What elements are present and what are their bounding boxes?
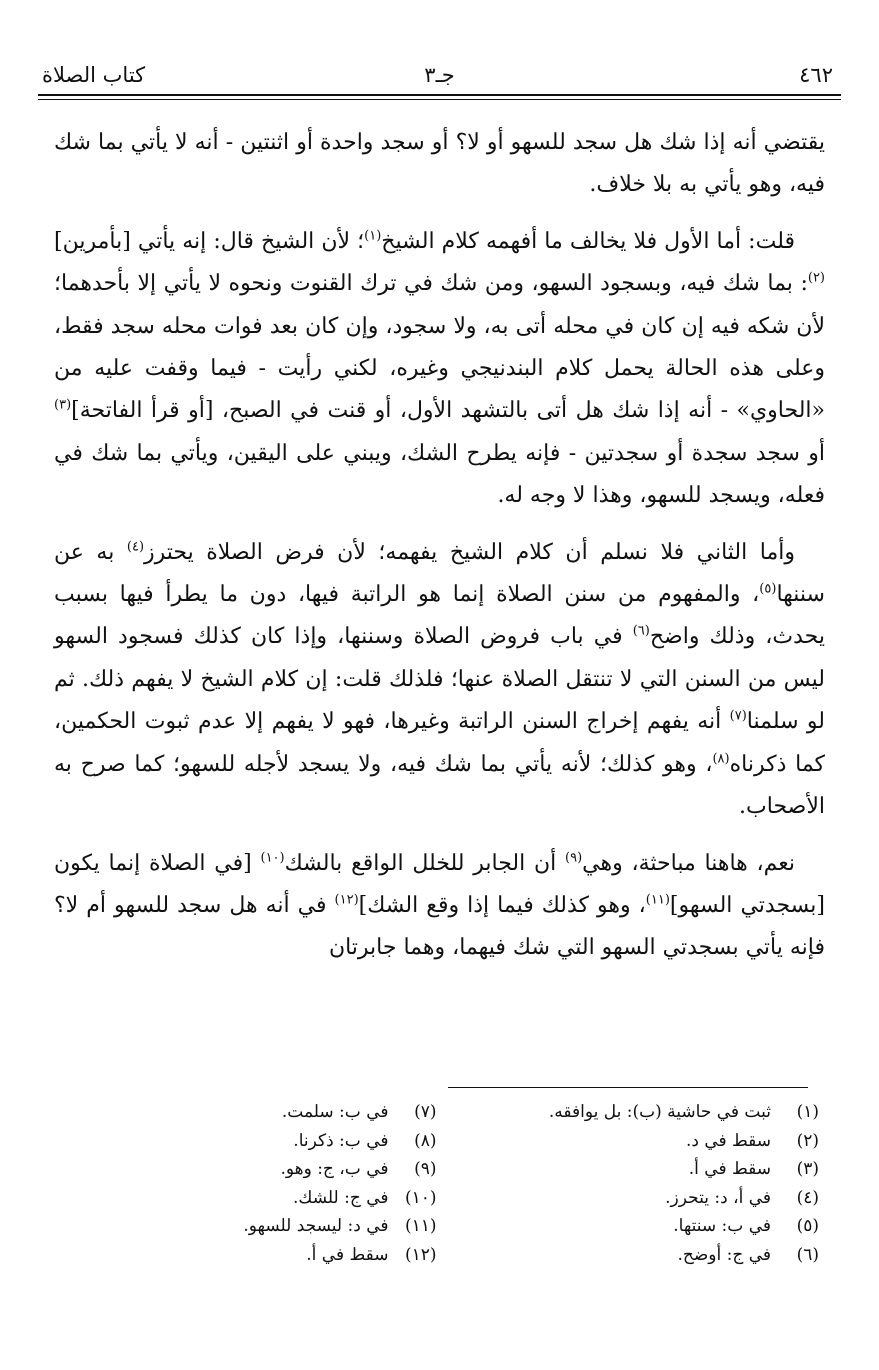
footnote-number: (٧) — [414, 1102, 437, 1122]
footnote-text: في ج: للشك. — [292, 1187, 389, 1208]
footnote-number: (١١) — [404, 1216, 437, 1236]
text-segment: يقتضي أنه إذا شك هل سجد للسهو أو لا؟ أو سجد واحدة أو اثنتين - أنه لا يأتي بما شك فيه، وهو يأتي به بلا خلاف. — [54, 130, 825, 198]
footnote-ref: (٦) — [632, 624, 650, 640]
footnote-item — [437, 1212, 820, 1241]
footnote-ref: (١١) — [645, 892, 670, 908]
footnote-ref: (٧) — [729, 708, 747, 724]
text-segment: به عن سننها — [54, 539, 825, 608]
footnote-item — [54, 1241, 437, 1270]
paragraph — [54, 532, 825, 829]
footnote-number: (٦) — [796, 1244, 819, 1265]
footnote-number: (٩) — [414, 1159, 437, 1179]
footnote-ref: (٤) — [126, 539, 145, 555]
footnote-text: في أ، د: يتحرز. — [665, 1187, 771, 1208]
text-segment: [في الصلاة إنما يكون [بسجدتي السهو] — [54, 850, 825, 918]
footnote-text: سقط في د. — [685, 1130, 771, 1151]
footnote-item — [437, 1184, 820, 1213]
text-segment: في باب فروض الصلاة وسننها، وإذا كان كذلك فسجود السهو ليس من السنن التي لا تنتقل الصلاة عنها؛ فلذلك قلت: إن كلام الشيخ لا يفهم ذلك. ثم لو سلمنا — [54, 624, 826, 735]
header-rule-thick — [38, 94, 841, 96]
footnote-ref: (٢) — [807, 270, 825, 286]
page-number: ٤٦٢ — [799, 63, 833, 87]
footnote-number: (١٠) — [404, 1187, 437, 1208]
footnote-item — [54, 1155, 437, 1184]
footnote-item — [437, 1098, 820, 1127]
footnote-item — [54, 1212, 437, 1241]
footnote-text: في ج: أوضح. — [677, 1244, 771, 1265]
footnote-ref: (١٢) — [334, 892, 359, 908]
footnote-ref: (٩) — [565, 850, 583, 866]
text-segment: ، وهو كذلك؛ لأنه يأتي بما شك فيه، ولا يسجد لأجله للسهو؛ كما صرح به الأصحاب. — [54, 751, 825, 820]
footnote-text: في د: ليسجد للسهو. — [243, 1216, 389, 1236]
paragraph — [54, 221, 825, 518]
footnote-ref: (١) — [364, 228, 382, 244]
footnote-text: في ب: سلمت. — [281, 1102, 389, 1122]
text-segment: ، وهو كذلك فيما إذا وقع الشك] — [358, 892, 646, 918]
footnote-number: (٤) — [796, 1187, 819, 1208]
text-segment: ، والمفهوم من سنن الصلاة إنما هو الراتبة فيها، دون ما يطرأ فيها بسبب يحدث، وذلك واضح — [54, 582, 825, 650]
footnote-ref: (٨) — [712, 751, 730, 767]
footnote-item — [54, 1184, 437, 1213]
footnote-text: في ب: ذكرنا. — [293, 1130, 389, 1151]
footnote-number: (١٢) — [404, 1244, 437, 1265]
footnote-text: ثبت في حاشية (ب): بل يوافقه. — [548, 1102, 771, 1122]
footnote-item — [437, 1241, 820, 1270]
text-segment: نعم، هاهنا مباحثة، وهي — [582, 850, 795, 876]
book-title: كتاب الصلاة — [42, 63, 146, 87]
text-segment: في أنه هل سجد للسهو أم لا؟ فإنه يأتي بسجدتي السهو التي شك فيهما، وهما جابرتان — [54, 892, 825, 961]
footnote-ref: (١٠) — [260, 850, 285, 866]
footnote-number: (٢) — [796, 1130, 819, 1151]
footnote-item — [54, 1098, 437, 1127]
footnote-text: سقط في أ. — [306, 1244, 389, 1265]
paragraph — [54, 843, 825, 970]
text-segment: وأما الثاني فلا نسلم أن كلام الشيخ يفهمه؛ لأن فرض الصلاة يحترز — [144, 539, 796, 565]
text-segment: ؛ لأن الشيخ قال: إنه يأتي [بأمرين] — [54, 228, 365, 254]
paragraph — [54, 122, 825, 207]
footnote-item — [437, 1155, 820, 1184]
footnote-number: (٥) — [796, 1216, 819, 1236]
footnote-ref: (٥) — [759, 581, 777, 597]
footnote-separator — [448, 1087, 808, 1088]
main-text — [54, 122, 825, 984]
footnote-text: في ب، ج: وهو. — [280, 1159, 389, 1179]
footnote-ref: (٣) — [54, 398, 72, 414]
footnote-number: (١) — [796, 1102, 819, 1122]
text-segment: أن الجابر للخلل الواقع بالشك — [284, 850, 566, 876]
footnote-text: سقط في أ. — [688, 1159, 771, 1179]
text-segment: أو سجد سجدة أو سجدتين - فإنه يطرح الشك، ويبني على اليقين، ويأتي بما شك في فعله، ويسجد للسهو، وهذا لا وجه له. — [54, 440, 825, 509]
header-rule-thin — [38, 99, 841, 100]
footnote-item — [54, 1127, 437, 1156]
text-segment: : بما شك فيه، وبسجود السهو، ومن شك في ترك القنوت ونحوه لا يأتي إلا بأحدهما؛ لأن شكه فيه إن كان في محله أتى به، ولا سجود، وإن كان بعد فوات محله سجد فقط، وعلى هذه الحالة يحمل كلام البندنيجي وغيره، لكني رأيت - فيما وقفت عليه من «الحاوي» - أنه إذا شك هل أتى بالتشهد الأول، أو قنت في الصبح، [أو قرأ الفاتحة] — [54, 271, 825, 424]
footnotes-column-left — [54, 1098, 437, 1269]
volume-label: جـ٣ — [424, 63, 455, 87]
footnotes-column-right — [437, 1098, 820, 1269]
footnote-number: (٣) — [796, 1159, 819, 1179]
footnote-item — [437, 1127, 820, 1156]
text-segment: أنه يفهم إخراج السنن الراتبة وغيرها، فهو لا يفهم إلا عدم ثبوت الحكمين، كما ذكرناه — [54, 709, 826, 777]
footnote-number: (٨) — [414, 1130, 437, 1151]
text-segment: قلت: أما الأول فلا يخالف ما أفهمه كلام الشيخ — [381, 228, 795, 254]
footnote-text: في ب: سنتها. — [673, 1216, 771, 1236]
footnotes — [54, 1098, 819, 1269]
